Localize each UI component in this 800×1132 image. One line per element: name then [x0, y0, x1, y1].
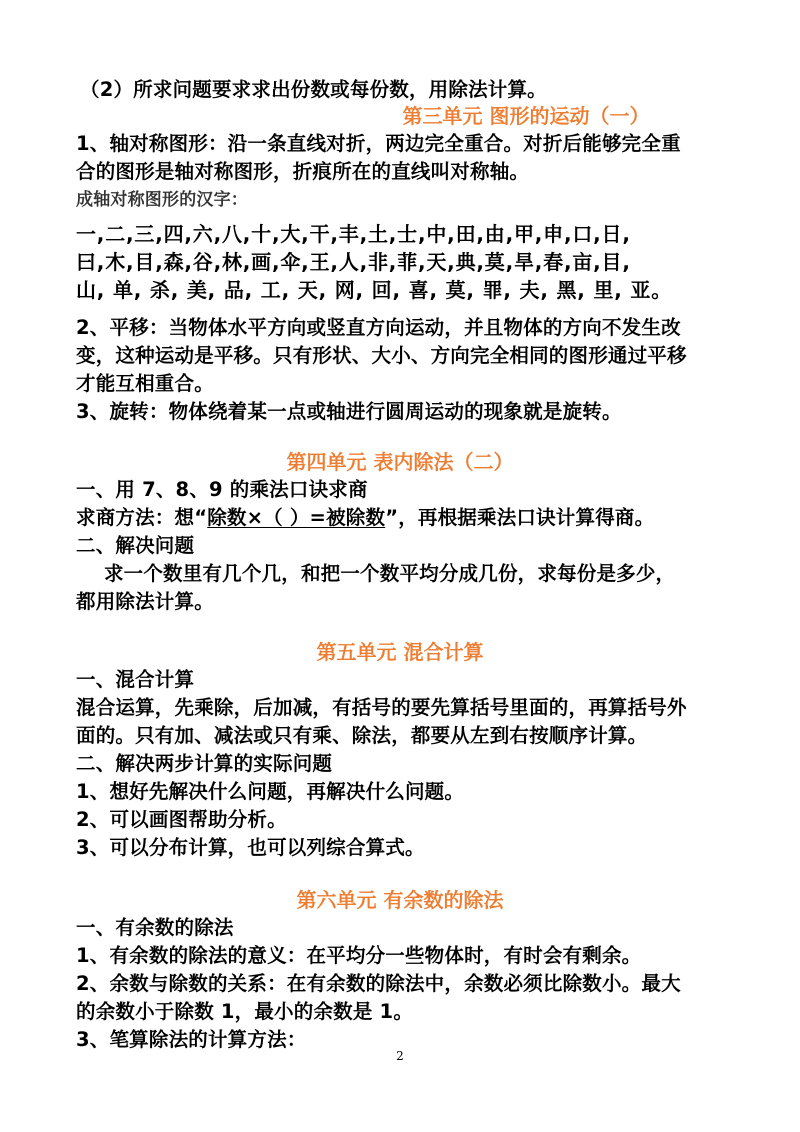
unit4-heading: 第四单元 表内除法（二）	[286, 450, 514, 474]
method-prefix: 求商方法：想“	[76, 506, 208, 529]
unit5-item1: 一、混合计算	[76, 668, 195, 691]
unit3-heading: 第三单元 图形的运动（一）	[402, 104, 650, 128]
unit5-item1-line2: 面的。只有加、减法或只有乘、除法，都要从左到右按顺序计算。	[76, 724, 648, 747]
unit5-item2: 二、解决两步计算的实际问题	[76, 752, 333, 775]
unit4-item2-line2: 都用除法计算。	[76, 590, 214, 613]
unit3-para3: 3、旋转：物体绕着某一点或轴进行圆周运动的现象就是旋转。	[76, 400, 622, 423]
unit3-para2-line2: 变，这种运动是平移。只有形状、大小、方向完全相同的图形通过平移	[76, 344, 687, 367]
unit4-method-line	[76, 504, 654, 532]
unit5-item2-point1: 1、想好先解决什么问题，再解决什么问题。	[76, 780, 465, 803]
unit4-item2: 二、解决问题	[76, 534, 195, 557]
unit6-item1: 一、有余数的除法	[76, 916, 234, 939]
method-formula: 除数×（ ）=被除数	[207, 506, 386, 529]
unit5-item2-point2: 2、可以画图帮助分析。	[76, 808, 287, 831]
symmetric-chars-line2: 曰,木,目,森,谷,林,画,伞,王,人,非,菲,天,典,莫,旱,春,亩,目,	[76, 250, 631, 274]
unit3-subheading: 成轴对称图形的汉字：	[76, 190, 248, 210]
unit4-item2-line1: 求一个数里有几个几，和把一个数平均分成几份，求每份是多少，	[76, 562, 676, 585]
intro-line: （2）所求问题要求求出份数或每份数，用除法计算。	[80, 78, 547, 101]
unit3-para1-line2: 合的图形是轴对称图形，折痕所在的直线叫对称轴。	[76, 160, 530, 183]
unit4-item1: 一、用 7、8、9 的乘法口诀求商	[76, 478, 368, 501]
unit3-para2-line3: 才能互相重合。	[76, 372, 214, 395]
unit6-point2-line1: 2、余数与除数的关系：在有余数的除法中，余数必须比除数小。最大	[76, 972, 681, 995]
unit6-heading: 第六单元 有余数的除法	[296, 888, 504, 912]
symmetric-chars-line1: 一,二,三,四,六,八,十,大,干,丰,土,士,中,田,由,甲,申,口,日,	[76, 222, 631, 246]
unit5-item2-point3: 3、可以分布计算，也可以列综合算式。	[76, 836, 425, 859]
unit6-point2-line2: 的余数小于除数 1，最小的余数是 1。	[76, 1000, 414, 1023]
unit5-heading: 第五单元 混合计算	[316, 640, 484, 664]
unit3-para2-line1: 2、平移：当物体水平方向或竖直方向运动，并且物体的方向不发生改	[76, 316, 681, 339]
unit5-item1-line1: 混合运算，先乘除，后加减，有括号的要先算括号里面的，再算括号外	[76, 696, 687, 719]
unit6-point1: 1、有余数的除法的意义：在平均分一些物体时，有时会有剩余。	[76, 944, 642, 967]
symmetric-chars-line3: 山, 单, 杀, 美, 品, 工, 天, 网, 回, 喜, 莫, 罪, 夫, 黑, 里, 亚。	[76, 278, 673, 302]
method-suffix: ”，再根据乘法口诀计算得商。	[385, 506, 655, 529]
unit6-point3: 3、笔算除法的计算方法：	[76, 1028, 307, 1051]
page-number: 2	[396, 1049, 404, 1063]
unit3-para1-line1: 1、轴对称图形：沿一条直线对折，两边完全重合。对折后能够完全重	[76, 132, 681, 155]
